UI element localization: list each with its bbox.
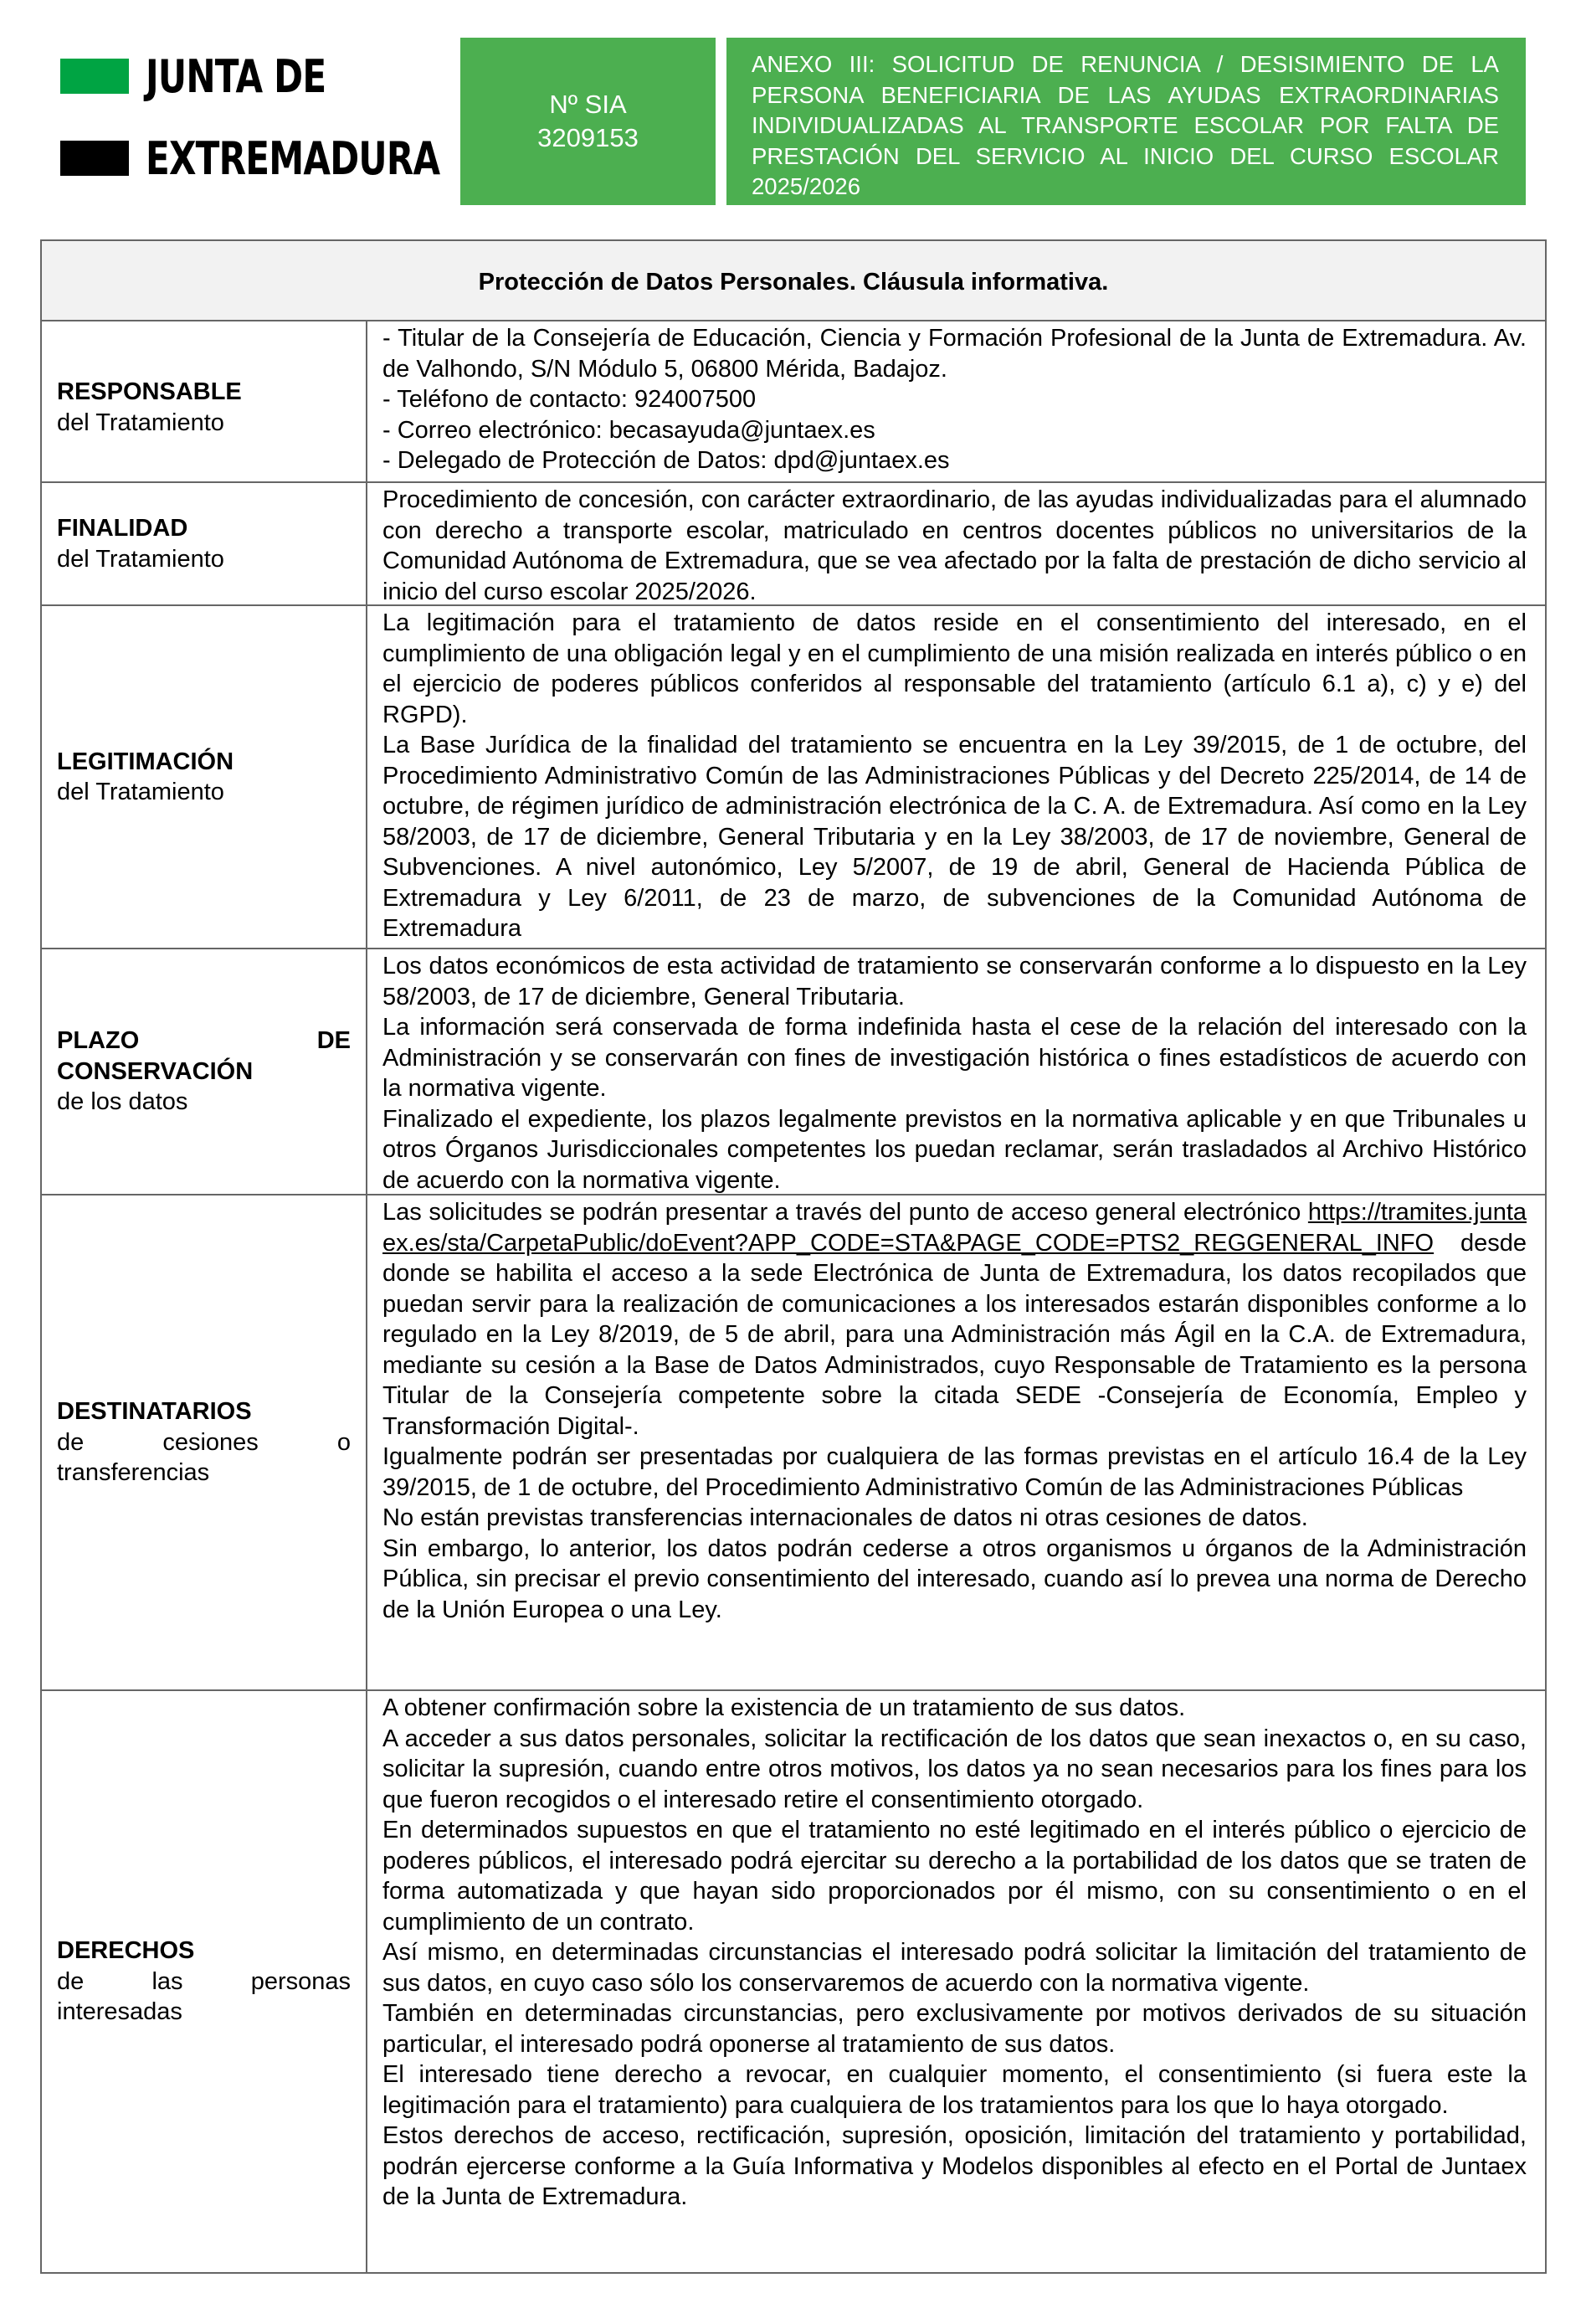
tramites-link[interactable]: https://tramites.juntaex.es/sta/CarpetaPublic/doEvent?APP_CODE=STA&PAGE_CODE=PTS2_REGGENERAL_INFO [382, 1199, 1527, 1257]
table-row-derechos [42, 1691, 1545, 2272]
row-label [42, 1691, 367, 2272]
row-content [367, 1691, 1545, 2272]
row-label-title: RESPONSABLE [57, 378, 242, 405]
row-label-title: FINALIDAD [57, 515, 188, 542]
after-link-text: desde donde se habilita el acceso a la sede Electrónica de Junta de Extremadura, los datos recopilados que puedan servir para la realización de comunicaciones a los interesados estarán disponibles conforme a lo regulado en la Ley 8/2019, de 5 de abril, para una Administración más Ágil en la C.A. de Extremadura, mediante su cesión a la Base de Datos Administrados, cuyo Responsable de Tratamiento es la persona Titular de la Consejería competente sobre la citada SEDE -Consejería de Economía, Empleo y Transformación Digital-. [382, 1229, 1527, 1440]
label-word: cesiones [162, 1428, 259, 1456]
junta-de-extremadura-logo [60, 50, 445, 191]
label-word: o [336, 1428, 351, 1456]
label-word: PLAZO [57, 1027, 140, 1055]
paragraph: Procedimiento de concesión, con carácter extraordinario, de las ayudas individualizadas para el alumnado con derecho a transporte escolar, matriculado en centros docentes públicos no universitarios de la Comunidad Autónoma de Extremadura, que se vea afectado por la falta de prestación de dicho servicio al inicio del curso escolar 2025/2026. [382, 486, 1527, 605]
row-label [42, 949, 367, 1194]
row-label-sub: de los datos [57, 1088, 188, 1116]
paragraph: La Base Jurídica de la finalidad del tratamiento se encuentra en la Ley 39/2015, de 1 de octubre, del Procedimiento Administrativo Común de las Administraciones Públicas y del Decreto 225/2014, de 14 de octubre, de régimen jurídico de administración electrónica de la C. A. de Extremadura. Así como en la Ley 58/2003, de 17 de diciembre, General Tributaria y en la Ley 38/2003, de 17 de noviembre, General de Subvenciones. A nivel autonómico, Ley 5/2007, de 19 de abril, General de Hacienda Pública de Extremadura y Ley 6/2011, de 23 de marzo, de subvenciones de la Comunidad Autónoma de Extremadura [382, 732, 1527, 942]
row-content [367, 606, 1545, 948]
intro-text: Las solicitudes se podrán presentar a través del punto de acceso general electrónico [382, 1199, 1301, 1226]
paragraph: A obtener confirmación sobre la existencia de un tratamiento de sus datos. [382, 1694, 1186, 1721]
sia-label: Nº SIA [549, 90, 627, 119]
label-word: DE [316, 1027, 351, 1055]
table-row-destinatarios [42, 1195, 1545, 1691]
paragraph: Finalizado el expediente, los plazos legalmente previstos en la normativa aplicable y en que Tribunales u otros Órganos Jurisdiccionales competentes los puedan reclamar, serán trasladados al Archivo Histórico de acuerdo con la normativa vigente. [382, 1105, 1527, 1194]
row-label [42, 321, 367, 481]
paragraph: A acceder a sus datos personales, solicitar la rectificación de los datos que sean inexactos o, en su caso, solicitar la supresión, cuando entre otros motivos, los datos ya no sean necesarios para los fines para los que fueron recogidos o el interesado retire el consentimiento otorgado. [382, 1725, 1527, 1813]
row-label-sub-2: interesadas [57, 1998, 182, 2026]
paragraph: Estos derechos de acceso, rectificación, supresión, oposición, limitación del tratamiento y portabilidad, podrán ejercerse conforme a la Guía Informativa y Modelos disponibles al efecto en el Portal de Juntaex de la Junta de Extremadura. [382, 2122, 1527, 2210]
table-row-responsable [42, 321, 1545, 483]
row-content [367, 949, 1545, 1194]
row-label-title: DERECHOS [57, 1937, 195, 1965]
table-row-plazo-conservacion [42, 949, 1545, 1195]
row-label [42, 1195, 367, 1689]
paragraph: Así mismo, en determinadas circunstancias el interesado podrá solicitar la limitación del tratamiento de sus datos, en cuyo caso sólo los conservaremos de acuerdo con la normativa vigente. [382, 1939, 1527, 1997]
row-content [367, 1195, 1545, 1689]
row-label-sub-2: transferencias [57, 1459, 210, 1487]
paragraph: No están previstas transferencias internacionales de datos ni otras cesiones de datos. [382, 1504, 1308, 1531]
row-label-sub: del Tratamiento [57, 409, 224, 436]
row-content [367, 483, 1545, 604]
paragraph: El interesado tiene derecho a revocar, en cualquier momento, el consentimiento (si fuera este la legitimación para el tratamiento) para cualquiera de los tratamientos para los que lo haya otorgado. [382, 2061, 1527, 2119]
row-label-title-2: CONSERVACIÓN [57, 1057, 254, 1085]
row-label-sub [57, 1967, 351, 1998]
paragraph: - Delegado de Protección de Datos: dpd@juntaex.es [382, 447, 950, 474]
row-label [42, 483, 367, 604]
logo-text-line1: JUNTA DE [146, 50, 326, 103]
paragraph: La legitimación para el tratamiento de datos reside en el consentimiento del interesado, en el cumplimiento de una obligación legal y en el cumplimiento de una misión realizada en interés público o en el ejercicio de poderes públicos conferidos al responsable del tratamiento (artículo 6.1 a), c) y e) del RGPD). [382, 609, 1527, 728]
sia-number-box [460, 38, 716, 205]
label-word: personas [250, 1967, 351, 1995]
paragraph: En determinados supuestos en que el tratamiento no esté legitimado en el interés público o ejercicio de poderes públicos, el interesado podrá ejercitar su derecho a la portabilidad de los datos que se traten de forma automatizada y que hayan sido proporcionados por él mismo, con su consentimiento o en el cumplimiento de un contrato. [382, 1817, 1527, 1936]
annex-title: ANEXO III: SOLICITUD DE RENUNCIA / DESISIMIENTO DE LA PERSONA BENEFICIARIA DE LAS AYUDAS EXTRAORDINARIAS INDIVIDUALIZADAS AL TRANSPORTE ESCOLAR POR FALTA DE PRESTACIÓN DEL SERVICIO AL INICIO DEL CURSO ESCOLAR 2025/2026 [752, 51, 1499, 199]
paragraph: Sin embargo, lo anterior, los datos podrán cederse a otros organismos u órganos de la Administración Pública, sin precisar el previo consentimiento del interesado, cuando así lo prevea una norma de Derecho de la Unión Europea o una Ley. [382, 1535, 1527, 1623]
paragraph: La información será conservada de forma indefinida hasta el cese de la relación del interesado con la Administración y se conservarán con fines de investigación histórica o fines estadísticos de acuerdo con la normativa vigente. [382, 1014, 1527, 1102]
row-label-sub: del Tratamiento [57, 545, 224, 573]
table-row-legitimacion [42, 606, 1545, 949]
row-content [367, 321, 1545, 481]
row-label-title: LEGITIMACIÓN [57, 748, 234, 775]
sia-number: 3209153 [537, 123, 639, 152]
table-title: Protección de Datos Personales. Cláusula informativa. [42, 241, 1545, 321]
logo-green-bar [60, 59, 129, 94]
data-protection-table [40, 239, 1547, 2274]
paragraph: - Titular de la Consejería de Educación, Ciencia y Formación Profesional de la Junta de Extremadura. Av. de Valhondo, S/N Módulo 5, 06800 Mérida, Badajoz. [382, 325, 1527, 383]
paragraph: - Teléfono de contacto: 924007500 [382, 386, 757, 413]
row-label [42, 606, 367, 948]
row-label-sub [57, 1427, 351, 1458]
paragraph: - Correo electrónico: becasayuda@juntaex.es [382, 416, 875, 444]
logo-black-bar [60, 141, 129, 176]
label-word: de [57, 1428, 85, 1456]
paragraph: Los datos económicos de esta actividad de tratamiento se conservarán conforme a lo dispuesto en la Ley 58/2003, de 17 de diciembre, General Tributaria. [382, 953, 1527, 1010]
annex-title-box [726, 38, 1526, 205]
row-label-title [57, 1026, 351, 1057]
logo-text-line2: EXTREMADURA [146, 132, 440, 185]
paragraph: Igualmente podrán ser presentadas por cualquiera de las formas previstas en el artículo 16.4 de la Ley 39/2015, de 1 de octubre, del Procedimiento Administrativo Común de las Administraciones Públicas [382, 1443, 1527, 1501]
paragraph [382, 1197, 1527, 1442]
label-word: de [57, 1967, 85, 1995]
label-word: las [151, 1967, 183, 1995]
row-label-title: DESTINATARIOS [57, 1398, 252, 1426]
paragraph: También en determinadas circunstancias, pero exclusivamente por motivos derivados de su situación particular, el interesado podrá oponerse al tratamiento de sus datos. [382, 2000, 1527, 2058]
row-label-sub: del Tratamiento [57, 779, 224, 805]
table-row-finalidad [42, 483, 1545, 606]
